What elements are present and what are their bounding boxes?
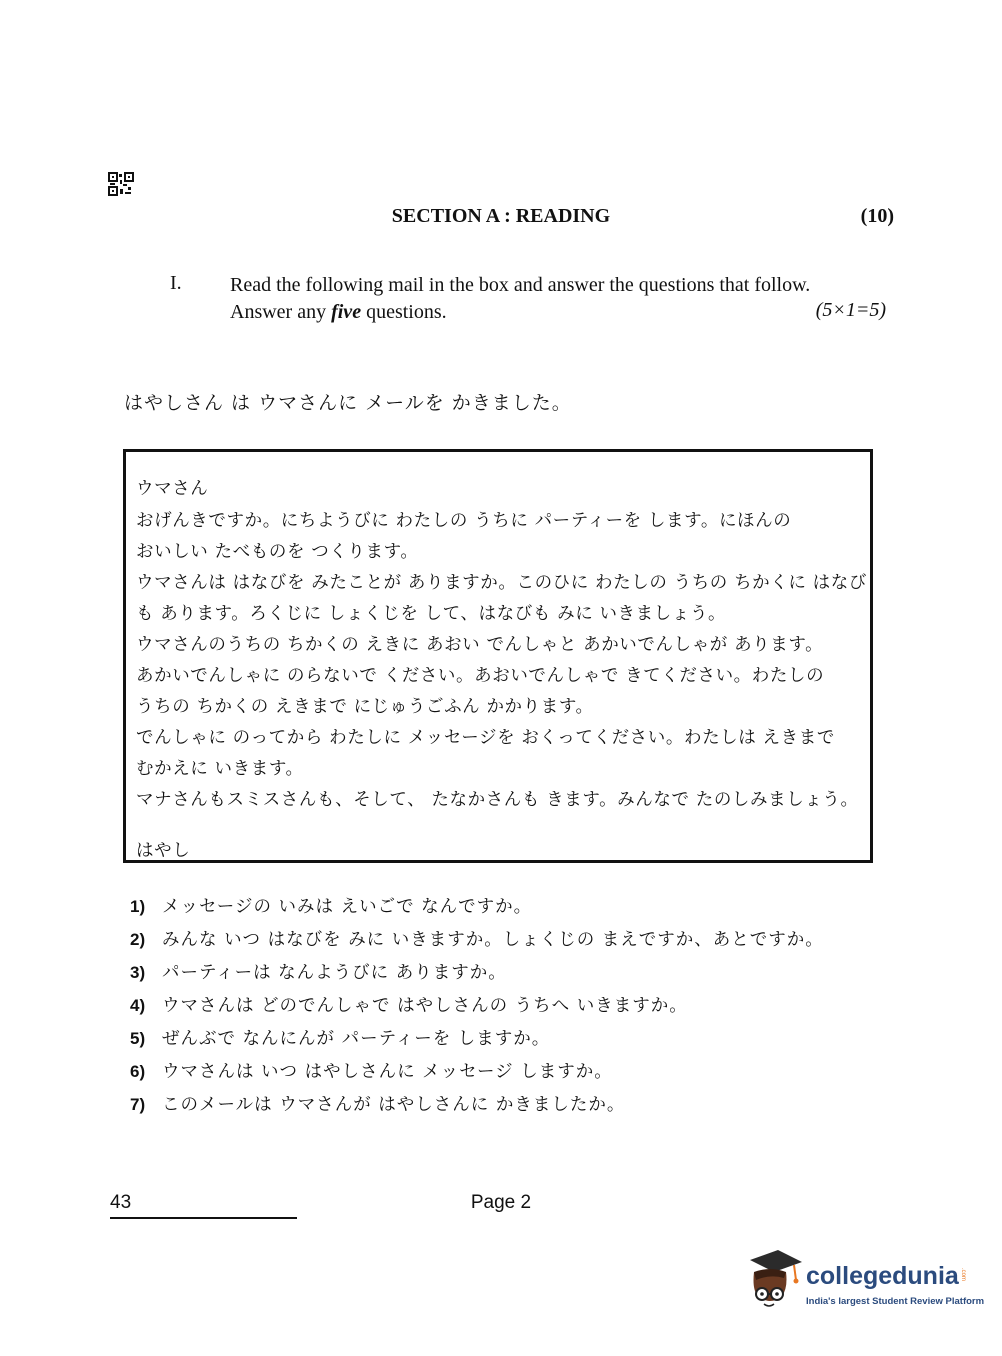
section-title: SECTION A : READING: [391, 205, 611, 227]
list-item: [130, 926, 824, 951]
mail-line: うちの ちかくの えきまで にじゅうごふん かかります。: [136, 697, 594, 717]
paper-code: 43: [110, 1192, 132, 1213]
mail-line: おいしい たべものを つくります。: [136, 542, 419, 562]
mail-line: おげんきですか。にちようびに わたしの うちに パーティーを します。にほんの: [136, 511, 792, 531]
list-item: [130, 1025, 550, 1050]
question-item-text: ウマさんは いつ はやしさんに メッセージ しますか。: [162, 1062, 613, 1082]
question-item-number: 4): [130, 996, 146, 1015]
question-item-text: パーティーは なんようびに ありますか。: [162, 963, 507, 983]
question-item-number: 6): [130, 1062, 146, 1081]
question-item-text: ウマさんは どのでんしゃで はやしさんの うちへ いきますか。: [162, 996, 688, 1016]
instruction-start: Read the following mail in the box and answer the questions that follow. Answer any: [230, 274, 811, 323]
question-item-text: みんな いつ はなびを みに いきますか。しょくじの まえですか、あとですか。: [162, 930, 824, 950]
paper-code-underline: [110, 1217, 297, 1219]
logo-domain-suffix: .com: [960, 1268, 966, 1282]
section-marks: (10): [860, 205, 894, 227]
qr-code-icon: [108, 172, 134, 196]
question-item-number: 3): [130, 963, 146, 982]
mail-line: ウマさんは はなびを みたことが ありますか。このひに わたしの うちの ちかくに はなび: [136, 573, 867, 593]
list-item: [130, 893, 532, 918]
collegedunia-mascot-icon: [744, 1250, 802, 1312]
question-item-text: このメールは ウマさんが はやしさんに かきましたか。: [162, 1095, 626, 1115]
mail-line: あかいでんしゃに のらないで ください。あおいでんしゃで きてください。わたしの: [136, 666, 825, 686]
mail-box: [123, 449, 873, 863]
question-score: (5×1=5): [815, 299, 886, 321]
question-instruction: [230, 272, 850, 326]
list-item: [130, 992, 688, 1017]
page-number: Page 2: [470, 1192, 532, 1213]
question-item-text: メッセージの いみは えいごで なんですか。: [162, 897, 533, 917]
question-item-number: 5): [130, 1029, 146, 1048]
mail-signature: はやし: [136, 841, 191, 861]
question-item-number: 2): [130, 930, 146, 949]
collegedunia-logo-text: collegedunia: [806, 1262, 959, 1290]
question-item-number: 7): [130, 1095, 146, 1114]
list-item: [130, 959, 507, 984]
list-item: [130, 1091, 625, 1116]
collegedunia-tagline: India's largest Student Review Platform: [806, 1296, 985, 1307]
mail-line: でんしゃに のってから わたしに メッセージを おくってください。わたしは えきまで: [136, 728, 835, 748]
mail-intro: はやしさん は ウマさんに メールを かきました。: [124, 392, 572, 414]
question-item-number: 1): [130, 897, 146, 916]
question-item-text: ぜんぶで なんにんが パーティーを しますか。: [162, 1029, 551, 1049]
instruction-end: questions.: [361, 301, 447, 323]
mail-line: むかえに いきます。: [136, 759, 304, 779]
instruction-emphasis: five: [331, 301, 362, 323]
mail-line: ウマさん: [136, 479, 209, 499]
mail-line: マナさんもスミスさんも、そして、 たなかさんも きます。みんなで たのしみましょう。: [136, 790, 859, 810]
mail-line: も あります。ろくじに しょくじを して、はなびも みに いきましょう。: [136, 604, 727, 624]
question-number: I.: [170, 272, 182, 294]
mail-line: ウマさんのうちの ちかくの えきに あおい でんしゃと あかいでんしゃが あります。: [136, 635, 824, 655]
list-item: [130, 1058, 613, 1083]
